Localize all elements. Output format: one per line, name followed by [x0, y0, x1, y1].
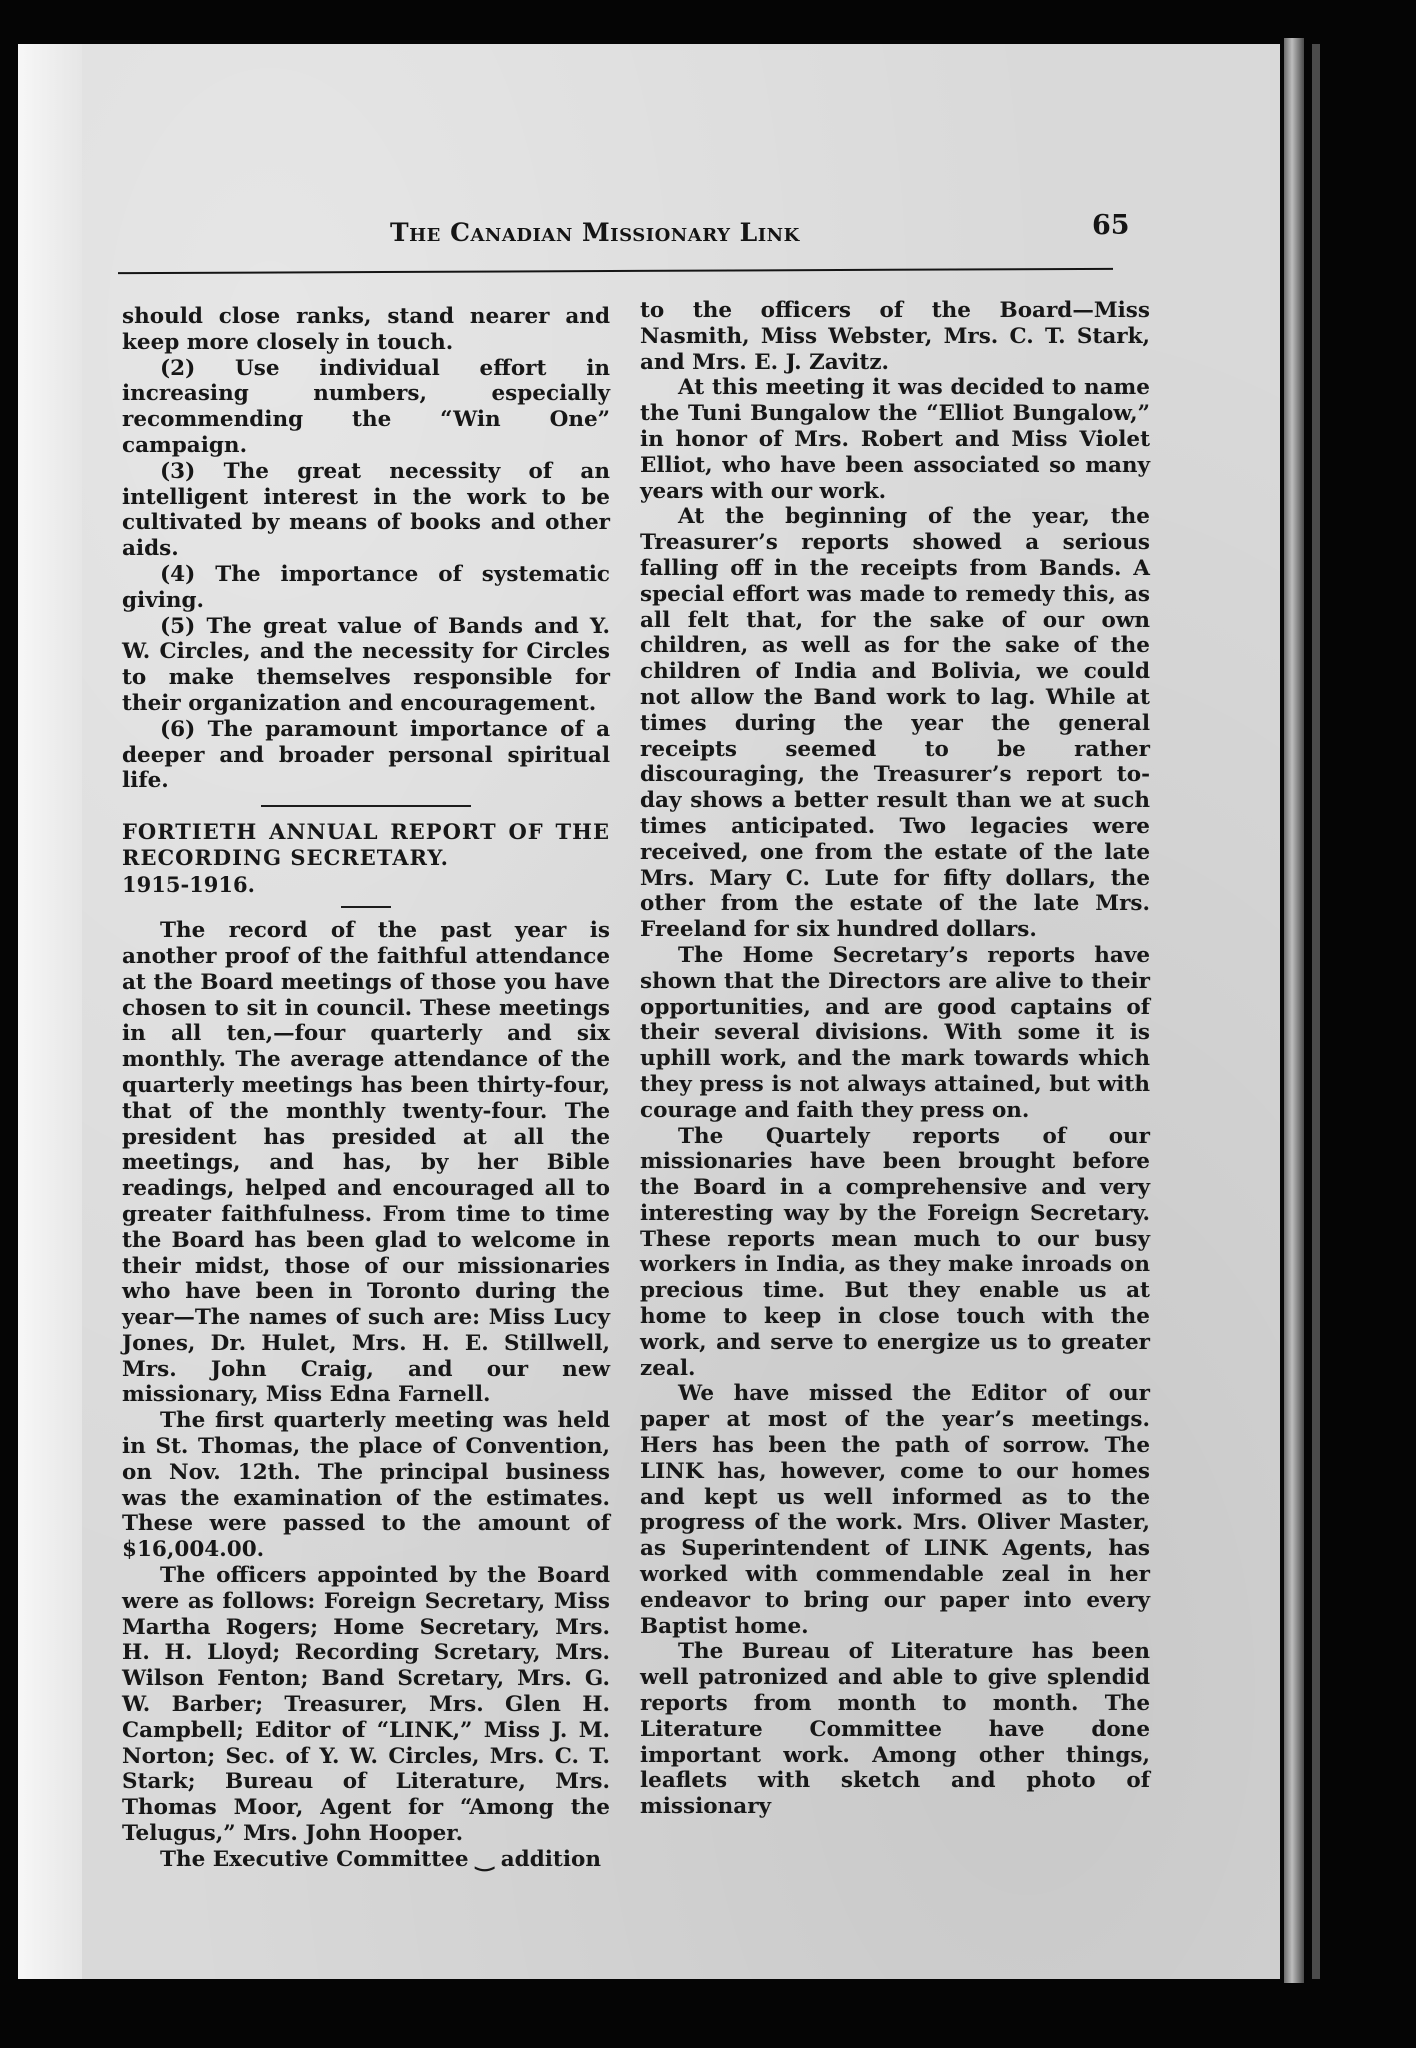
paragraph: to the officers of the Board—Miss Nasmith, Miss Webster, Mrs. C. T. Stark, and Mrs. E. J. Zavitz.: [640, 298, 1150, 375]
section-years: 1915-1916.: [122, 872, 255, 898]
paragraph: At the beginning of the year, the Treasurer’s reports showed a serious falling off in the receipts from Bands. A special effort was made to remedy this, as all felt that, for the sake of our own children, as well as for the sake of the children of India and Bolivia, we could not allow the Band work to lag. While at times during the year the general receipts seemed to be rather discouraging, the Treasurer’s report to-day shows a better result than we at such times anticipated. Two legacies were received, one from the estate of the late Mrs. Mary C. Lute for fifty dollars, the other from the estate of the late Mrs. Freeland for six hundred dollars.: [640, 504, 1150, 943]
paragraph: (2) Use individual effort in increasing numbers, especially recommending the “Win One” campaign.: [122, 355, 610, 458]
paragraph: (4) The importance of systematic giving.: [122, 561, 610, 613]
paragraph: (3) The great necessity of an intelligent interest in the work to be cultivated by means of books and other aids.: [122, 458, 610, 562]
page-edge: [18, 44, 82, 1979]
paragraph: (6) The paramount importance of a deeper and broader personal spiritual life.: [122, 716, 610, 794]
paragraph: The Home Secretary’s reports have shown that the Directors are alive to their opportunities, and are good captains of their several divisions. With some it is uphill work, and the mark towards which they press is not always attained, but with courage and faith they press on.: [640, 942, 1150, 1123]
book-binding-shadow: [1312, 44, 1320, 1979]
book-binding: [1284, 38, 1304, 1983]
paragraph: should close ranks, stand nearer and keep more closely in touch.: [122, 304, 610, 355]
heading-divider: [341, 906, 391, 908]
paragraph: The record of the past year is another proof of the faithful attendance at the Board meetings of those you have chosen to sit in council. These meetings in all ten,—four quarterly and six monthly. The average attendance of the quarterly meetings has been thirty-four, that of the monthly twenty-four. The president has presided at all the meetings, and has, by her Bible readings, helped and encouraged all to greater faithfulness. From time to time the Board has been glad to welcome in their midst, those of our missionaries who have been in Toronto during the year—The names of such are: Miss Lucy Jones, Dr. Hulet, Mrs. H. E. Stillwell, Mrs. John Craig, and our new missionary, Miss Edna Farnell.: [122, 918, 610, 1408]
left-column: [122, 304, 610, 1873]
paragraph: The Quartely reports of our missionaries have been brought before the Board in a comprehensive and very interesting way by the Foreign Secretary. These reports mean much to our busy workers in India, as they make inroads on precious time. But they enable us at home to keep in close touch with the work, and serve to energize us to greater zeal.: [640, 1123, 1150, 1381]
section-divider: [261, 805, 471, 807]
paragraph: The first quarterly meeting was held in St. Thomas, the place of Convention, on Nov. 12th. The principal business was the examination of the estimates. These were passed to the amount of $16,004.00.: [122, 1408, 610, 1563]
paragraph: The Executive Committee ‿ addition: [160, 1846, 601, 1872]
running-title-article: The: [390, 218, 441, 247]
running-title: [390, 218, 850, 247]
page-number: 65: [1092, 210, 1130, 241]
running-title-name: Canadian Missionary Link: [450, 218, 800, 247]
right-column: [640, 298, 1150, 1820]
paragraph: The Bureau of Literature has been well patronized and able to give splendid reports from month to month. The Literature Committee have done important work. Among other things, leaflets with sketch and photo of missionary: [640, 1639, 1150, 1820]
paragraph: The officers appointed by the Board were as follows: Foreign Secretary, Miss Martha Rogers; Home Secretary, Mrs. H. H. Lloyd; Recording Scretary, Mrs. Wilson Fenton; Band Scretary, Mrs. G. W. Barber; Treasurer, Mrs. Glen H. Campbell; Editor of “LINK,” Miss J. M. Norton; Sec. of Y. W. Circles, Mrs. C. T. Stark; Bureau of Literature, Mrs. Thomas Moor, Agent for “Among the Telugus,” Mrs. John Hooper.: [122, 1563, 610, 1847]
paragraph: (5) The great value of Bands and Y. W. Circles, and the necessity for Circles to make themselves responsible for their organization and encouragement.: [122, 613, 610, 716]
paragraph: At this meeting it was decided to name the Tuni Bungalow the “Elliot Bungalow,” in honor of Mrs. Robert and Miss Violet Elliot, who have been associated so many years with our work.: [640, 375, 1150, 504]
section-heading: FORTIETH ANNUAL REPORT OF THE RECORDING SECRETARY.: [122, 819, 610, 871]
paragraph: We have missed the Editor of our paper at most of the year’s meetings. Hers has been the path of sorrow. The LINK has, however, come to our homes and kept us well informed as to the progress of the work. Mrs. Oliver Master, as Superintendent of LINK Agents, has worked with commendable zeal in her endeavor to bring our paper into every Baptist home.: [640, 1381, 1150, 1639]
